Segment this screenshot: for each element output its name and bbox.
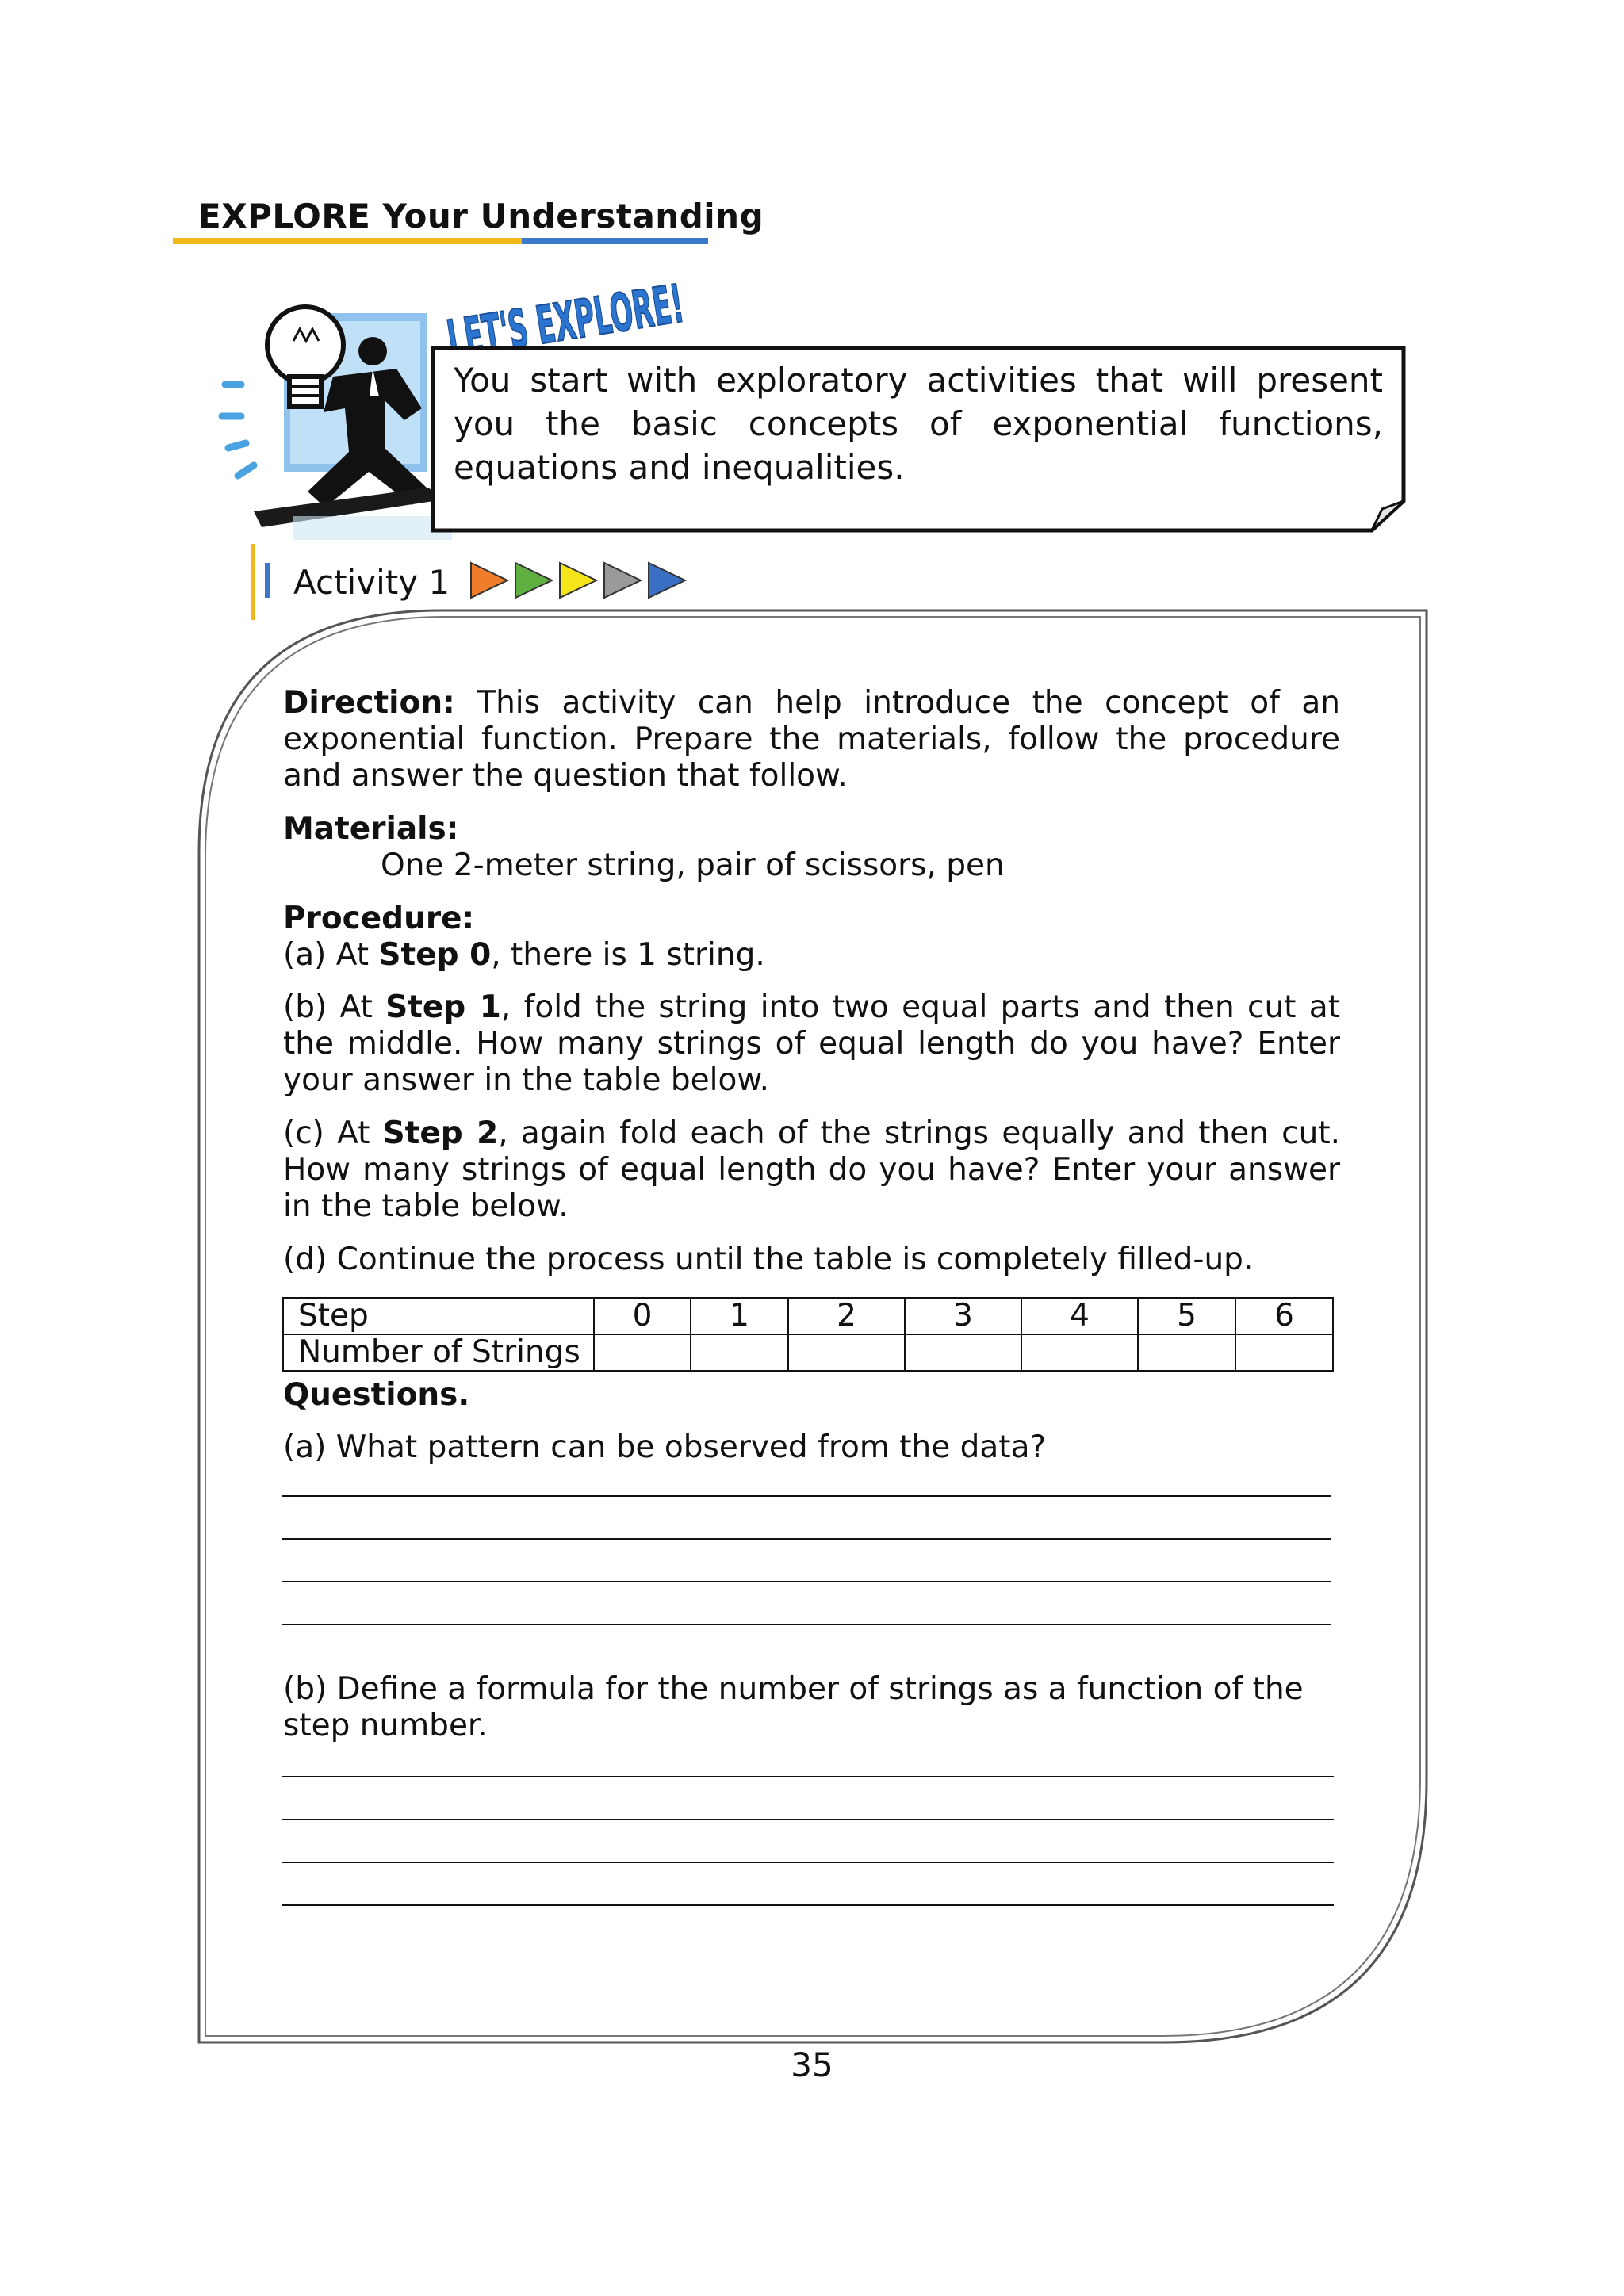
materials-label: Materials: bbox=[283, 811, 459, 847]
question-a: (a) What pattern can be observed from the data? bbox=[283, 1429, 1047, 1465]
answer-line-a1[interactable] bbox=[282, 1495, 1331, 1497]
answer-line-b1[interactable] bbox=[282, 1776, 1334, 1777]
underline-blue bbox=[522, 238, 708, 244]
answer-line-a3[interactable] bbox=[282, 1581, 1331, 1582]
table-row-step bbox=[283, 1298, 1333, 1334]
arrow-triangle-icon bbox=[471, 563, 508, 598]
arrow-triangle-icon bbox=[560, 563, 596, 598]
step-a-text: , there is 1 string. bbox=[491, 937, 765, 973]
step-c-bold: Step 2 bbox=[382, 1115, 499, 1151]
section-title: EXPLORE Your Understanding bbox=[198, 197, 764, 235]
lets-explore-text: LET'S EXPLORE! bbox=[442, 237, 914, 371]
arrow-triangle-icon bbox=[604, 563, 641, 598]
table-answer-cell[interactable] bbox=[788, 1334, 905, 1371]
procedure-label: Procedure: bbox=[283, 901, 475, 936]
step-b-bold: Step 1 bbox=[385, 989, 501, 1025]
direction-text: This activity can help introduce the concept of an exponential function. Prepare the materials, follow the procedure and answer the question that follow. bbox=[283, 685, 1340, 794]
procedure-step-b bbox=[283, 989, 1340, 1099]
answer-line-b2[interactable] bbox=[282, 1819, 1334, 1820]
arrow-triangle-icon bbox=[649, 563, 685, 598]
question-b: (b) Define a formula for the number of strings as a function of the step number. bbox=[283, 1671, 1304, 1743]
table-step-cell: 5 bbox=[1138, 1298, 1235, 1334]
materials-text: One 2-meter string, pair of scissors, pen bbox=[381, 848, 1005, 883]
table-answer-cell[interactable] bbox=[1235, 1334, 1333, 1371]
table-step-cell: 4 bbox=[1021, 1298, 1138, 1334]
activity-arrows bbox=[466, 558, 696, 603]
intro-text: You start with exploratory activities that will present you the basic concepts of exponential functions, equations and inequalities. bbox=[454, 361, 1383, 487]
table-step-cell: 1 bbox=[691, 1298, 788, 1334]
step-a-bold: Step 0 bbox=[378, 937, 492, 973]
table-step-cell: 0 bbox=[594, 1298, 691, 1334]
arrow-triangle-icon bbox=[515, 563, 552, 598]
step-c-text: , again fold each of the strings equally and then cut. How many strings of equal length do you have? Enter your answer in the table below. bbox=[283, 1115, 1341, 1224]
step-a-prefix: (a) At bbox=[283, 937, 379, 973]
table-answer-cell[interactable] bbox=[1138, 1334, 1235, 1371]
activity-bar-blue bbox=[265, 563, 270, 598]
table-step-cell: 2 bbox=[788, 1298, 905, 1334]
table-answer-cell[interactable] bbox=[691, 1334, 788, 1371]
answer-line-a2[interactable] bbox=[282, 1538, 1331, 1540]
steps-table bbox=[282, 1297, 1334, 1372]
answer-line-b4[interactable] bbox=[282, 1904, 1334, 1906]
table-step-cell: 3 bbox=[905, 1298, 1021, 1334]
procedure-step-a bbox=[283, 937, 1340, 974]
activity-label: Activity 1 bbox=[293, 563, 450, 602]
table-label-strings: Number of Strings bbox=[283, 1334, 594, 1371]
table-answer-cell[interactable] bbox=[594, 1334, 691, 1371]
direction-label: Direction: bbox=[283, 685, 455, 721]
questions-label: Questions. bbox=[283, 1377, 470, 1413]
lets-explore-banner bbox=[439, 237, 914, 371]
table-answer-cell[interactable] bbox=[905, 1334, 1021, 1371]
answer-line-a4[interactable] bbox=[282, 1624, 1331, 1625]
procedure-step-c bbox=[283, 1115, 1340, 1225]
table-answer-cell[interactable] bbox=[1021, 1334, 1138, 1371]
title-underline bbox=[173, 238, 708, 244]
step-b-prefix: (b) At bbox=[283, 989, 386, 1025]
step-b-text: , fold the string into two equal parts and then cut at the middle. How many strings of equal length do you have? Enter your answer in the table below. bbox=[283, 989, 1340, 1098]
step-c-prefix: (c) At bbox=[283, 1115, 383, 1151]
table-row-strings bbox=[283, 1334, 1333, 1371]
answer-line-b3[interactable] bbox=[282, 1862, 1334, 1863]
page-number: 35 bbox=[791, 2045, 833, 2084]
table-step-cell: 6 bbox=[1235, 1298, 1333, 1334]
procedure-step-d: (d) Continue the process until the table is completely filled-up. bbox=[283, 1242, 1254, 1277]
underline-yellow bbox=[173, 238, 522, 244]
table-label-step: Step bbox=[283, 1298, 594, 1334]
direction-paragraph bbox=[283, 685, 1340, 794]
